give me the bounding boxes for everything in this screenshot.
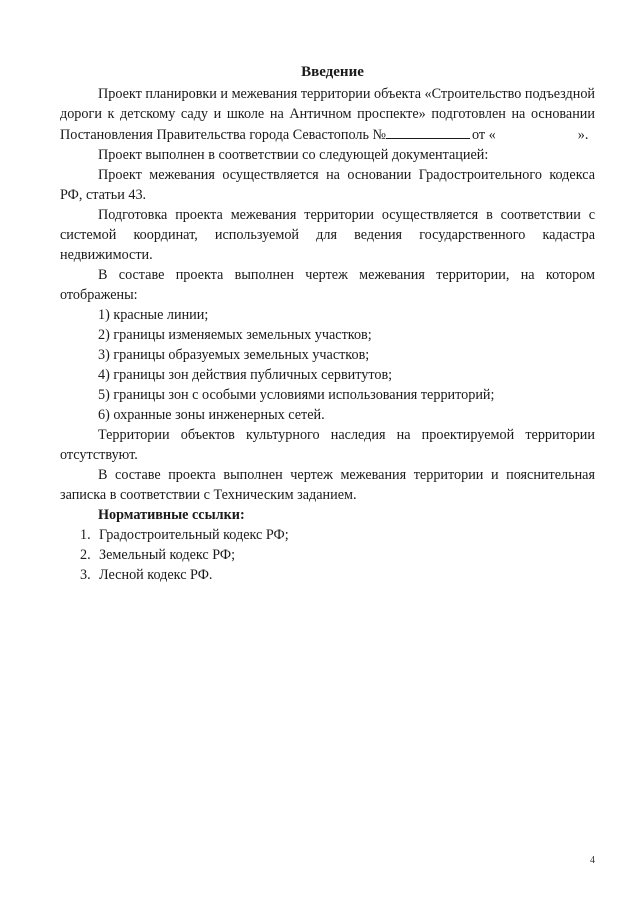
list-item-number: 3. [80,567,91,583]
composition-paragraph: В составе проекта выполнен чертеж межевания территории и пояснительная записка в соответствии с Техническим заданием. [60,467,595,503]
list-item: 1) красные линии; [98,307,209,323]
number-blank [386,124,470,139]
list-item-number: 2. [80,547,91,563]
list-item [80,565,595,585]
page-number: 4 [590,855,595,866]
list-item-text: Градостроительный кодекс РФ; [99,527,289,543]
page-title: Введение [301,64,364,80]
list-item: 6) охранные зоны инженерных сетей. [98,407,325,423]
list-item: 5) границы зон с особыми условиями использования территорий; [98,387,495,403]
list-item-number: 1. [80,527,91,543]
references-heading: Нормативные ссылки: [98,507,245,523]
drawing-items-list [60,305,595,425]
list-item: 4) границы зон действия публичных сервитутов; [98,367,393,383]
list-item-text: Лесной кодекс РФ. [99,567,213,583]
intro-date-suffix: ». [577,127,589,143]
documentation-paragraph: Проект выполнен в соответствии со следующей документацией: [98,147,489,163]
intro-text: Проект планировки и межевания территории объекта «Строительство подъездной дороги к детскому саду и школе на Античном проспекте» подготовлен на основании Постановления Правительства города Севастополь № [60,86,596,143]
list-item: 3) границы образуемых земельных участков; [98,347,370,363]
list-item-text: Земельный кодекс РФ; [99,547,236,563]
drawing-paragraph: В составе проекта выполнен чертеж межевания территории, на котором отображены: [60,267,595,303]
references-list [60,525,595,585]
document-page [60,62,595,585]
list-item [80,545,595,565]
coordinate-system-paragraph: Подготовка проекта межевания территории осуществляется в соответствии с системой координат, используемой для ведения государственного кадастра недвижимости. [60,207,595,263]
list-item [80,525,595,545]
intro-paragraph [60,84,595,145]
cultural-heritage-paragraph: Территории объектов культурного наследия на проектируемой территории отсутствуют. [60,427,595,463]
intro-date-prefix: от « [472,127,496,143]
list-item: 2) границы изменяемых земельных участков; [98,327,372,343]
basis-paragraph: Проект межевания осуществляется на основании Градостроительного кодекса РФ, статьи 43. [60,167,595,203]
